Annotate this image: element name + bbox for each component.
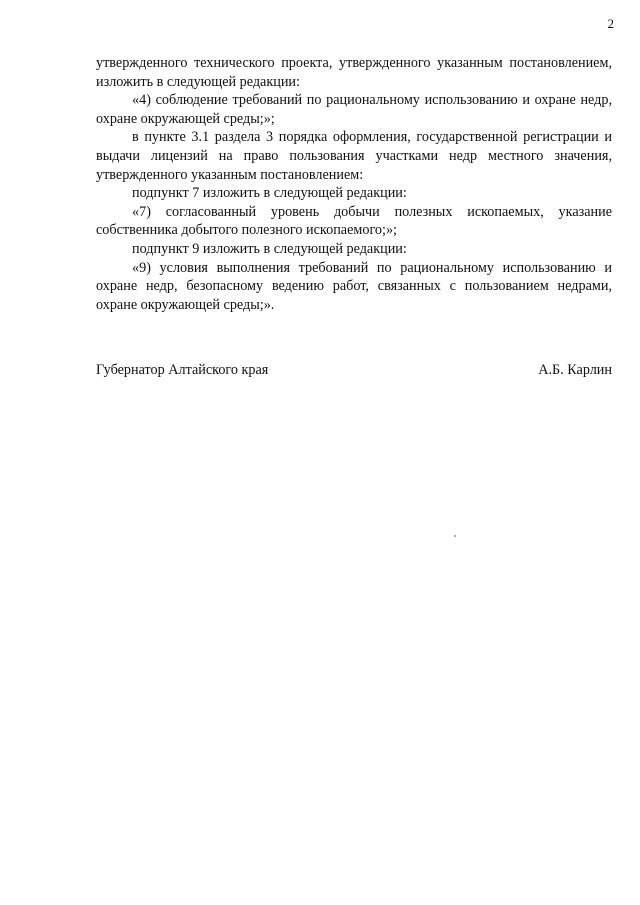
paragraph-subitem-9-intro: подпункт 9 изложить в следующей редакции: [132,240,407,257]
paragraph-subitem-7-intro: подпункт 7 изложить в следующей редакции: [132,185,407,202]
signatory-name: А.Б. Карлин [538,362,612,378]
paragraph-section-3-1: в пункте 3.1 раздела 3 порядка оформления, государственной регистрации и выдачи лицензий на право пользования участками недр местного значения, утвержденного указанным постановлением: [96,129,612,183]
signatory-position: Губернатор Алтайского края [96,362,269,378]
paragraph-item-4: «4) соблюдение требований по рациональному использованию и охране недр, охране окружающей среды;»; [96,92,612,127]
paragraph-subitem-7: «7) согласованный уровень добычи полезных ископаемых, указание собственника добытого полезного ископаемого;»; [96,203,612,239]
page-number: 2 [607,16,614,31]
paragraph-subitem-9: «9) условия выполнения требований по рациональному использованию и охране недр, безопасному ведению работ, связанных с пользованием недрами, охране окружающей среды;». [96,259,612,313]
scan-speck [454,535,456,537]
paragraph-continuation: утвержденного технического проекта, утвержденного указанным постановлением, изложить в следующей редакции: [96,55,612,90]
document-body [96,54,612,314]
signature-block [96,361,612,380]
